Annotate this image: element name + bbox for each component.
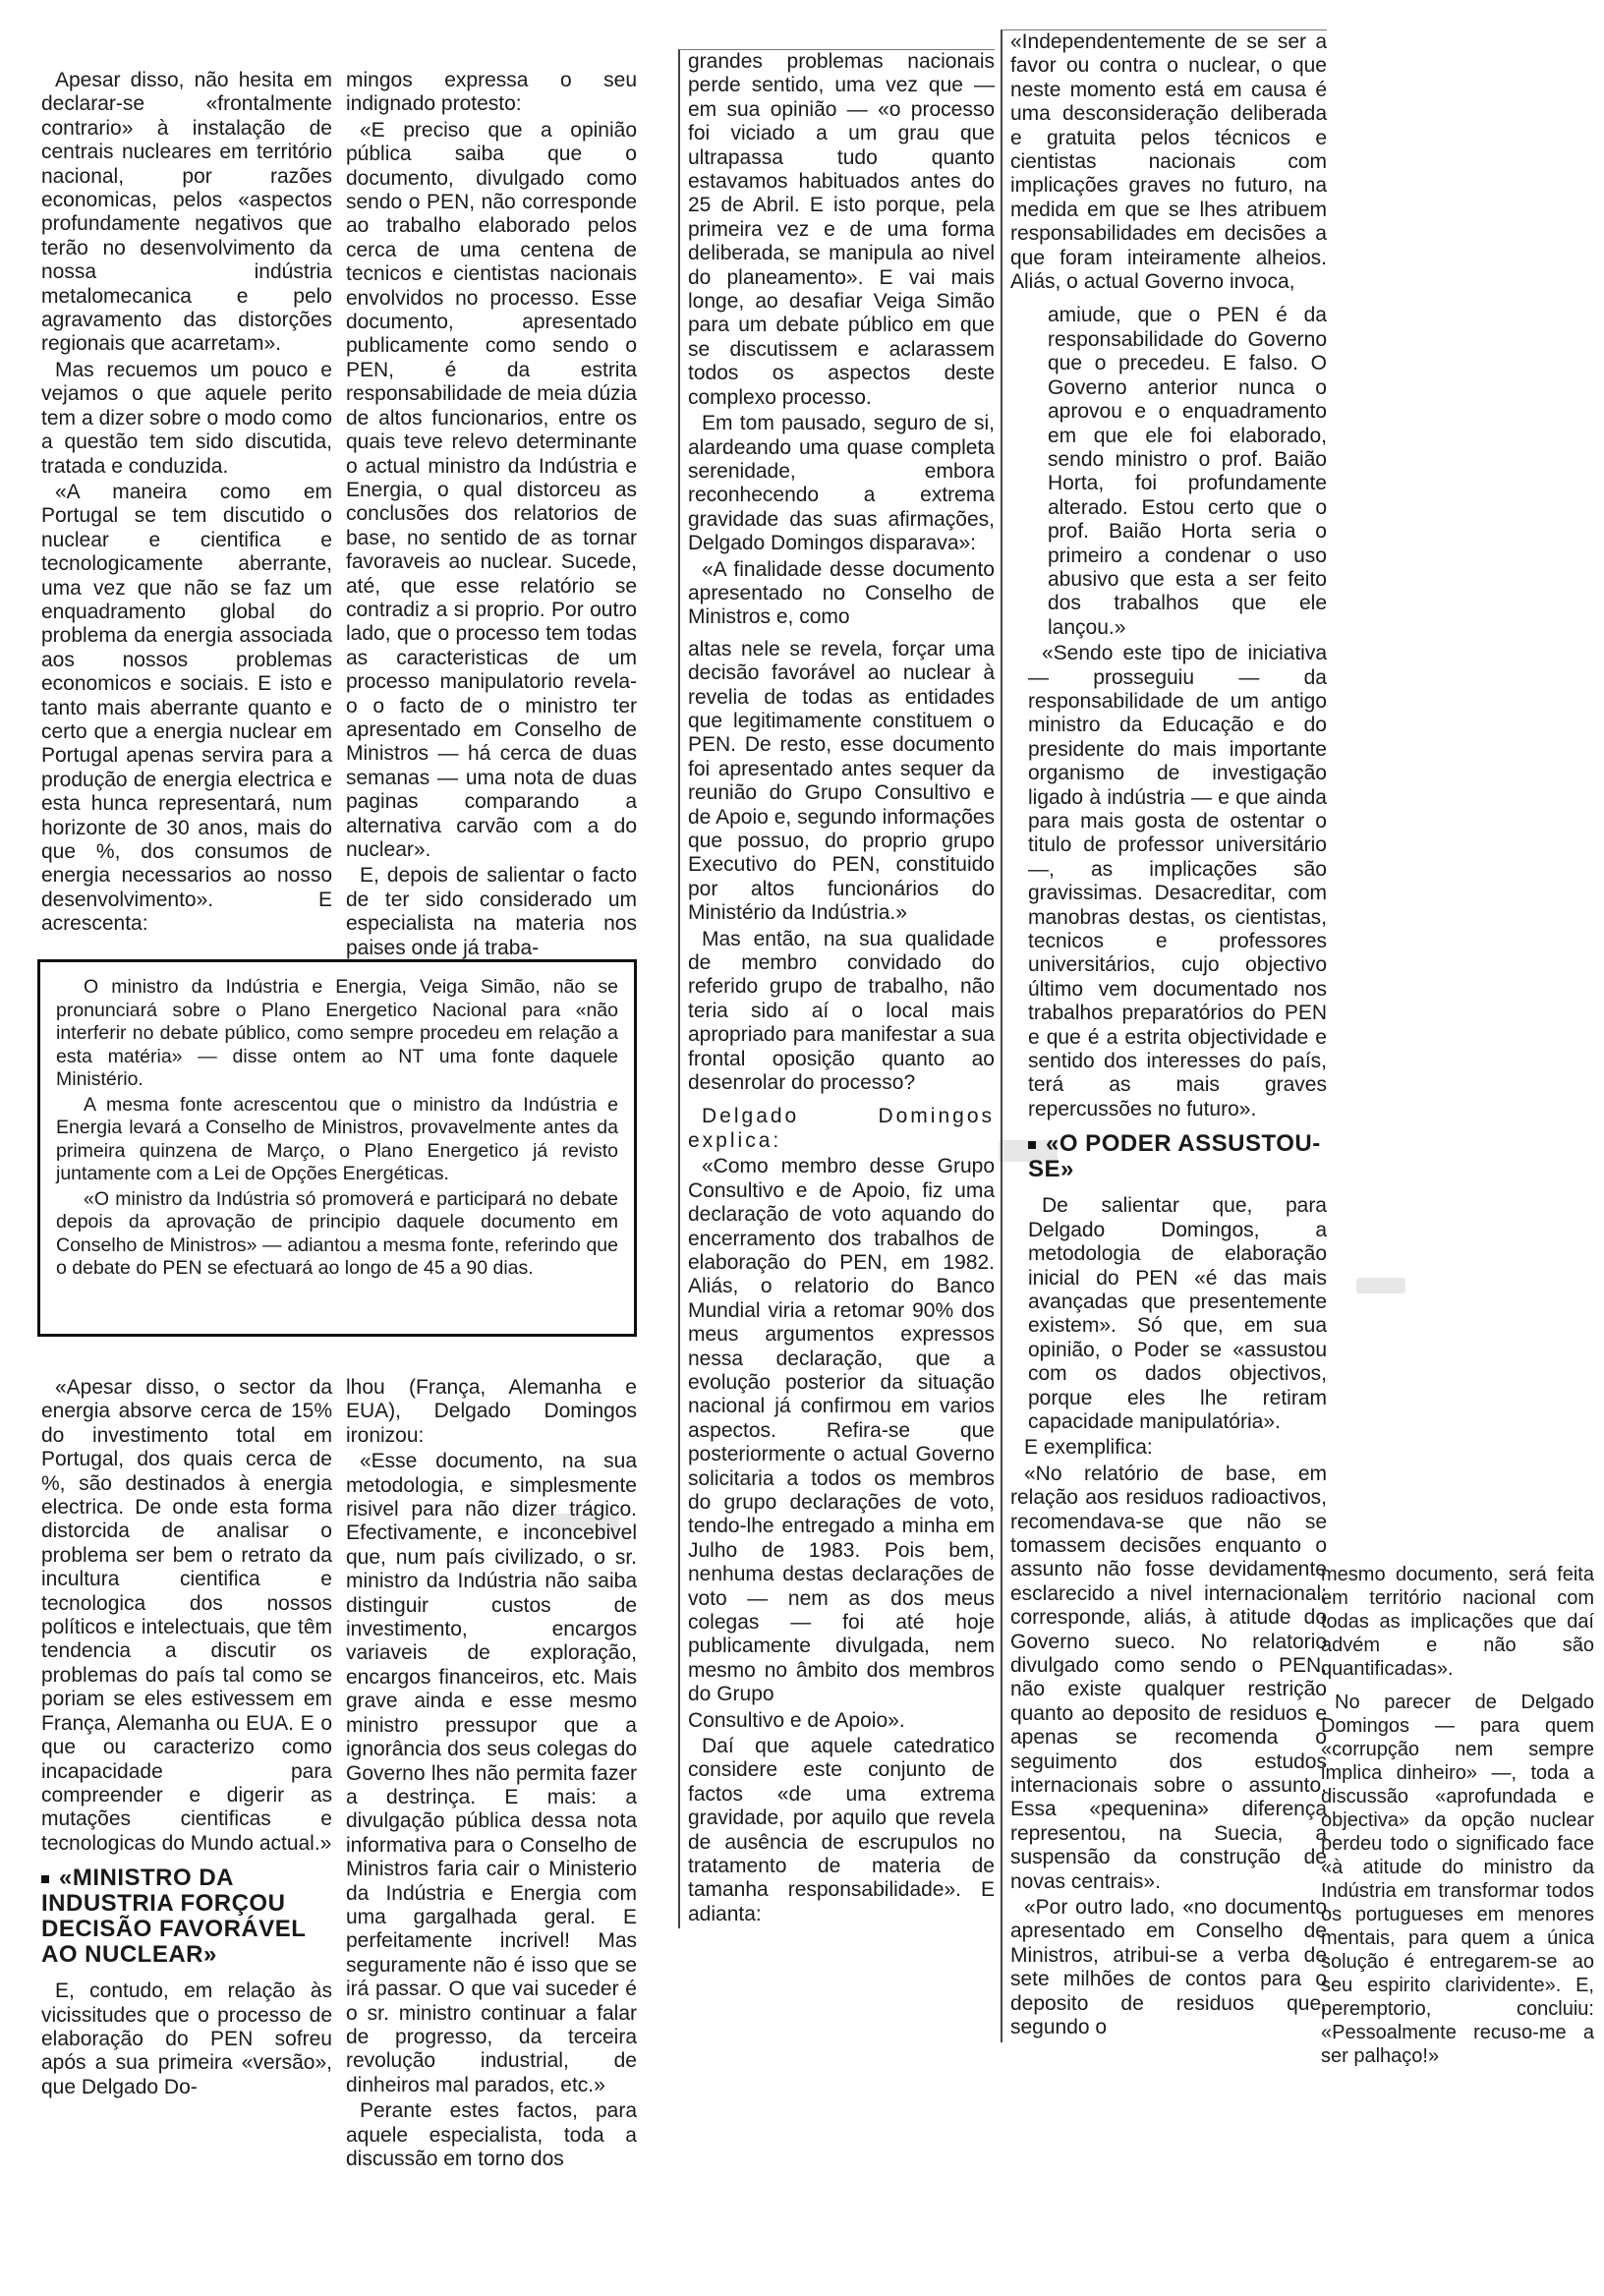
paragraph: mesmo documento, será feita em território nacional com todas as implicações que daí advém e não são quantificadas». xyxy=(1321,1564,1594,1680)
paragraph: Em tom pausado, seguro de si, alardeando uma quase completa serenidade, embora reconhecendo a extrema gravidade das suas afirmações, Delgado Domingos disparava»: xyxy=(688,412,995,555)
paragraph: «Por outro lado, «no documento apresentado em Conselho de Ministros, atribui-se a verba de sete milhões de contos para o deposito de residuos que, segundo o xyxy=(1010,1896,1327,2039)
paragraph: Mas recuemos um pouco e vejamos o que aquele perito tem a dizer sobre o modo como a questão tem sido discutida, tratada e conduzida. xyxy=(41,358,332,478)
paragraph: amiude, que o PEN é da responsabilidade do Governo que o precedeu. E falso. O Governo anterior nunca o aprovou e o enquadramento em que ele foi elaborado, sendo ministro o prof. Baião Horta, foi profundamente alterado. Estou certo que o prof. Baião Horta seria o primeiro a condenar o uso abusivo que esta a ser feito dos trabalhos que ele lançou.» xyxy=(1048,304,1327,639)
bullet-icon xyxy=(41,1875,49,1883)
paragraph: Daí que aquele catedratico considere este conjunto de factos «de uma extrema gravidade, por aquilo que revela de ausência de escrupulos no tratamento de materia de tamanha responsabilidade». E adianta: xyxy=(688,1735,995,1925)
paragraph: «E preciso que a opinião pública saiba que o documento, divulgado como sendo o PEN, não corresponde ao trabalho elaborado pelos cerca de uma centena de tecnicos e cientistas nacionais envolvidos no processo. Esse documento, apresentado publicamente como sendo o PEN, é da estrita responsabilidade de meia dúzia de altos funcionarios, entre os quais teve relevo determinante o actual ministro da Indústria e Energia, o qual distorceu as conclusões dos relatorios de base, no sentido de as tornar favoraveis ao nuclear. Sucede, até, que esse relatório se contradiz a si proprio. Por outro lado, que o processo tem todas as caracteristicas de um processo manipulatorio revela-o o facto de o ministro ter apresentado em Conselho de Ministros — há cerca de duas semanas — uma nota de duas paginas comparando a alternativa carvão com a do nuclear». xyxy=(346,118,637,861)
paragraph: «A finalidade desse documento apresentado no Conselho de Ministros e, como xyxy=(688,557,995,629)
paragraph: «No relatório de base, em relação aos residuos radioactivos, recomendava-se que não se tomassem decisões enquanto o assunto não fosse devidamente esclarecido a nivel internacional; corresponde, aliás, à atitude do Governo sueco. No relatorio divulgado como sendo o PEN, não existe qualquer restrição quanto ao deposito de residuos e apenas se recomenda o seguimento dos estudos internacionais sobre o assunto. Essa «pequenina» diferença representou, na Suecia, a suspensão da construção de novas centrais». xyxy=(1010,1462,1327,1893)
article-column-3 xyxy=(678,49,995,1928)
paragraph: Delgado Domingos explica: xyxy=(688,1105,995,1152)
paragraph: «Independentemente de se ser a favor ou contra o nuclear, o que neste momento está em causa é uma desconsideração deliberada e gratuita pelos técnicos e cientistas nacionais com implicações graves no futuro, na medida em que se lhes atribuem responsabilidades em decisões a que foram inteiramente alheios. Aliás, o actual Governo invoca, xyxy=(1010,30,1327,294)
scan-smudge xyxy=(1356,1278,1405,1293)
box-paragraph: «O ministro da Indústria só promoverá e participará no debate depois da aprovação de principio daquele documento em Conselho de Ministros» — adiantou a mesma fonte, referindo que o debate do PEN se efectuará ao longo de 45 a 90 dias. xyxy=(56,1187,618,1279)
article-column-2 xyxy=(346,69,637,962)
paragraph: «A maneira como em Portugal se tem discutido o nuclear e cientifica e tecnologicamente aberrante, uma vez que não se faz um enquadramento global do problema da energia associada aos nossos problemas economicos e sociais. E isto e tanto mais aberrante quanto e certo que a energia nuclear em Portugal apenas servira para a produção de energia electrica e esta hunca representará, num horizonte de 30 anos, mais do que %, dos consumos de energia necessarios ao nosso desenvolvimento». E acrescenta: xyxy=(41,480,332,936)
paragraph: De salientar que, para Delgado Domingos, a metodologia de elaboração inicial do PEN «é das mais avançadas que presentemente existem». Só que, em sua opinião, o Poder se «assustou com os dados objectivos, porque eles lhe retiram capacidade manipulatória». xyxy=(1028,1194,1327,1433)
paragraph: «Sendo este tipo de iniciativa — prosseguiu — da responsabilidade de um antigo ministro da Educação e do presidente do mais importante organismo de investigação ligado à indústria — e que ainda para mais gosta de ostentar o titulo de professor universitário —, as implicações são gravissimas. Desacreditar, com manobras destas, os cientistas, tecnicos e professores universitários, cujo objectivo último vem documentado nos trabalhos preparatórios do PEN e que é a estrita objectividade e sentido dos interesses do país, terá as mais graves repercussões no futuro». xyxy=(1028,642,1327,1120)
paragraph: altas nele se revela, forçar uma decisão favorável ao nuclear à revelia de todas as entidades que legitimamente constituem o PEN. De resto, esse documento foi apresentado antes sequer da reunião do Grupo Consultivo e de Apoio e, segundo informações que possuo, do proprio grupo Executivo do PEN, constituido por altos funcionários do Ministério da Indústria.» xyxy=(688,637,995,925)
paragraph: grandes problemas nacionais perde sentido, uma vez que — em sua opinião — «o processo foi viciado a um grau que ultrapassa tudo quanto estavamos habituados antes do 25 de Abril. E isto porque, pela primeira vez e de uma forma deliberada, se manipula ao nivel do planeamento». E vai mais longe, ao desafiar Veiga Simão para um debate público em que se discutissem e aclarassem todos os aspectos deste complexo processo. xyxy=(688,50,995,409)
article-column-4 xyxy=(1001,29,1327,2042)
article-column-1-lower xyxy=(41,1376,332,2101)
paragraph: mingos expressa o seu indignado protesto: xyxy=(346,69,637,116)
paragraph: «Apesar disso, o sector da energia absorve cerca de 15% do investimento total em Portugal, dos quais cerca de %, são destinados à energia electrica. De onde esta forma distorcida de analisar o problema ser bem o retrato da incultura cientifica e tecnologica dos nossos políticos e intelectuais, que têm tendencia a discutir os problemas do país tal como se poriam se eles estivessem em França, Alemanha ou EUA. E o que ou caracterizo como incapacidade para compreender e digerir as mutações cientificas e tecnologicas do Mundo actual.» xyxy=(41,1376,332,1855)
box-paragraph: O ministro da Indústria e Energia, Veiga Simão, não se pronunciará sobre o Plano Energetico Nacional para «não interferir no debate público, como sempre procedeu em relação a esta matéria» — disse ontem ao NT uma fonte daquele Ministério. xyxy=(56,976,618,1090)
paragraph: E, depois de salientar o facto de ter sido considerado um especialista na materia nos paises onde já traba- xyxy=(346,864,637,959)
paragraph: Apesar disso, não hesita em declarar-se «frontalmente contrario» à instalação de centrais nucleares em território nacional, por razões economicas, pelos «aspectos profundamente negativos que terão no desenvolvimento da nossa indústria metalomecanica e pelo agravamento das distorções regionais que acarretam». xyxy=(41,69,332,356)
paragraph: E, contudo, em relação às vicissitudes que o processo de elaboração do PEN sofreu após a sua primeira «versão», que Delgado Do- xyxy=(41,1980,332,2098)
paragraph: Perante estes factos, para aquele especialista, toda a discussão em torno dos xyxy=(346,2099,637,2170)
paragraph: Mas então, na sua qualidade de membro convidado do referido grupo de trabalho, não teria sido aí o local mais apropriado para manifestar a sua frontal oposição quanto ao desenrolar do processo? xyxy=(688,927,995,1095)
section-heading: «O PODER ASSUSTOU-SE» xyxy=(1028,1130,1321,1183)
article-column-2-lower xyxy=(346,1376,637,2173)
box-paragraph: A mesma fonte acrescentou que o ministro da Indústria e Energia levará a Conselho de Ministros, provavelmente antes da primeira quinzena de Março, o Plano Energetico já revisto juntamente com a Lei de Opções Energéticas. xyxy=(56,1093,618,1184)
paragraph: No parecer de Delgado Domingos — para quem «corrupção nem sempre implica dinheiro» —, toda a discussão «aprofundada e objectiva» da opção nuclear perdeu todo o significado face «à atitude do ministro da Indústria em transformar todos os portugueses em menores mentais, para quem a única solução é entregarem-se ao seu espirito clarividente». E, peremptorio, concluiu: «Pessoalmente recuso-me a ser palhaço!» xyxy=(1321,1692,1594,2067)
news-box xyxy=(37,959,637,1337)
bullet-icon xyxy=(1028,1141,1036,1149)
section-heading: «MINISTRO DA INDUSTRIA FORÇOU DECISÃO FAVORÁVEL AO NUCLEAR» xyxy=(41,1865,306,1969)
paragraph: Consultivo e de Apoio». xyxy=(688,1708,905,1732)
article-column-1 xyxy=(41,69,332,939)
paragraph: lhou (França, Alemanha e EUA), Delgado Domingos ironizou: xyxy=(346,1376,637,1447)
paragraph: «Esse documento, na sua metodologia, e simplesmente risivel para não dizer trágico. Efectivamente, e inconcebivel que, num país civilizado, o sr. ministro da Indústria não saiba distinguir custos de investimento, encargos variaveis de exploração, encargos financeiros, etc. Mais grave ainda e esse mesmo ministro pressupor que a ignorância dos seus colegas do Governo lhes não permita fazer a destrinça. E mais: a divulgação pública dessa nota informativa para o Conselho de Ministros faria cair o Ministerio da Indústria e Energia com uma gargalhada geral. E perfeitamente incrivel! Mas seguramente não é isso que se irá passar. O que vai suceder é o sr. ministro continuar a falar de progresso, da terceira revolução industrial, de dinheiros mal parados, etc.» xyxy=(346,1450,637,2096)
paragraph: «Como membro desse Grupo Consultivo e de Apoio, fiz uma declaração de voto aquando do encerramento dos trabalhos de elaboração do PEN, em 1982. Aliás, o relatorio do Banco Mundial viria a retomar 90% dos meus argumentos expressos nessa declaração, que a evolução posterior da situação nacional já confirmou em varios aspectos. Refira-se que posteriormente o actual Governo solicitaria a todos os membros do grupo declarações de voto, tendo-lhe entregado a minha em Julho de 1983. Pois bem, nenhuma destas declarações de voto — nem as dos meus colegas — foi até hoje publicamente divulgada, nem mesmo no âmbito dos membros do Grupo xyxy=(688,1155,995,1706)
paragraph: E exemplifica: xyxy=(1024,1436,1153,1460)
article-column-5 xyxy=(1321,1563,1594,2070)
